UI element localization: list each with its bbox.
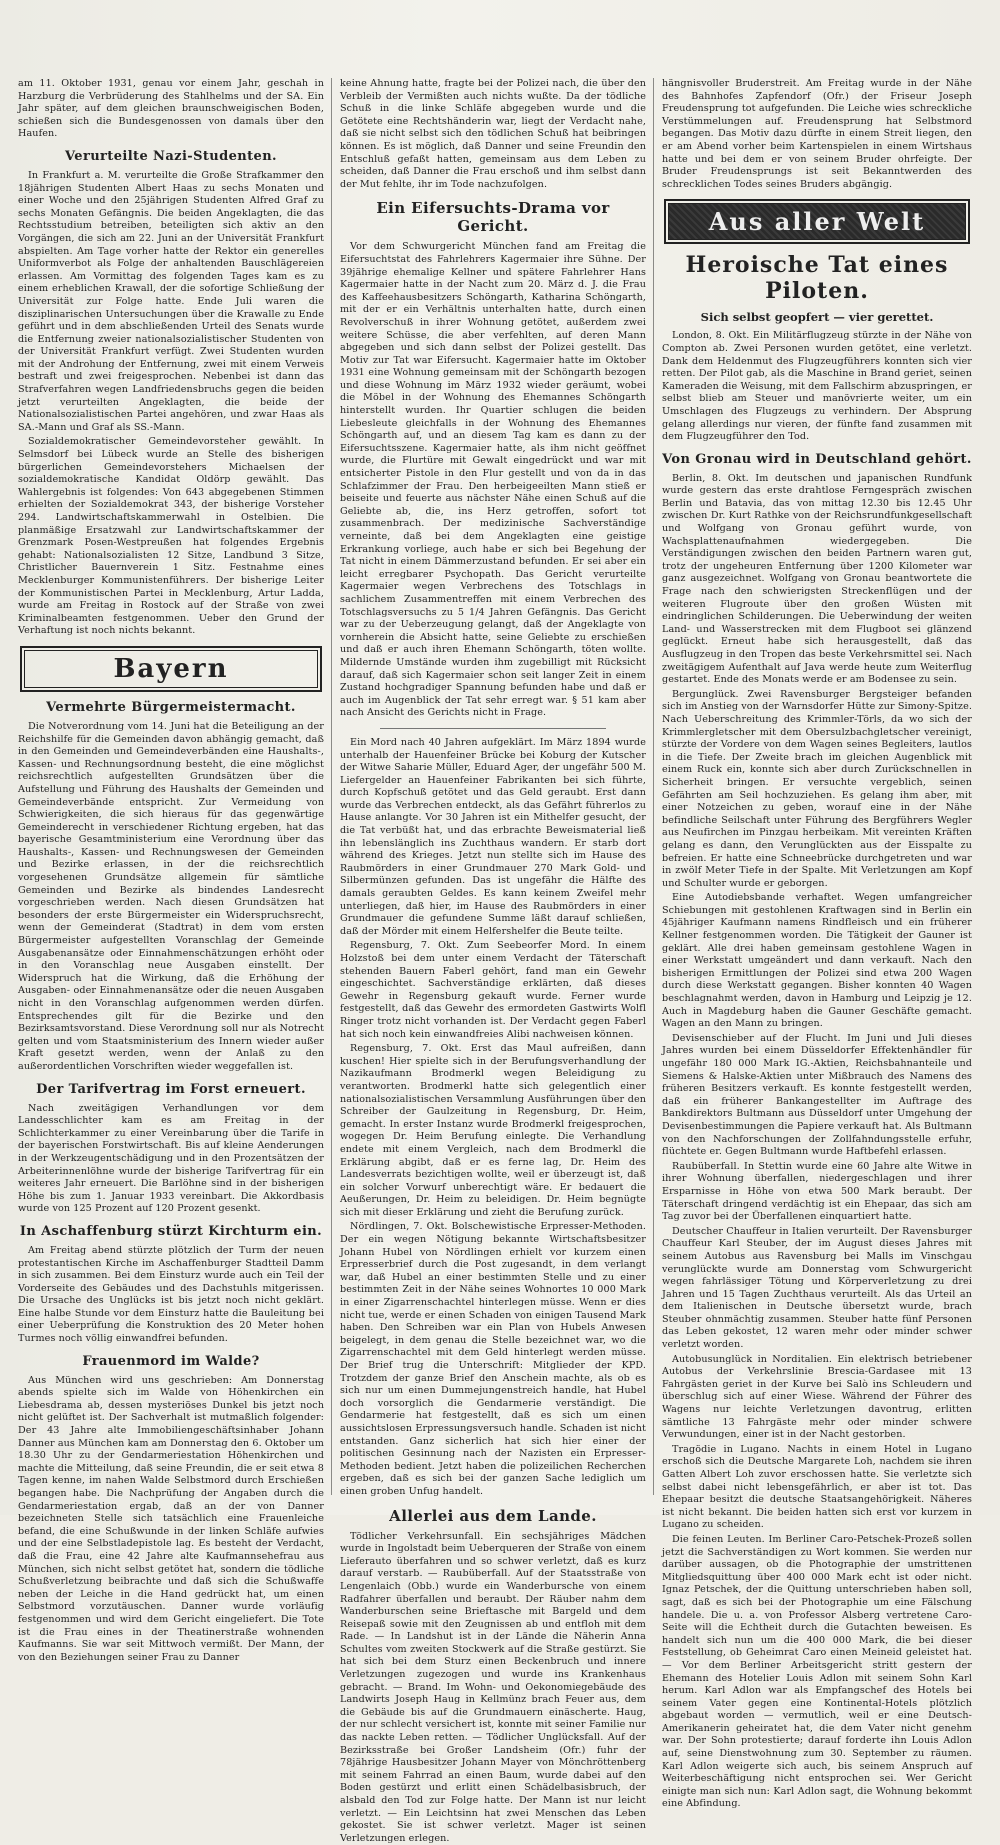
section-box-bayern: Bayern [20,646,322,692]
headline-allerlei: Allerlei aus dem Lande. [389,1506,597,1525]
article-buergermeistermacht: Die Notverordnung vom 14. Juni hat die Beteiligung an der Reichshilfe für die Gemeinden davon abhängig gemacht, daß in den Gemeinden und Gemeindeverbänden eine Haushalts-, Kassen- und Rechnungsordnung besteht, die eine möglichst reichsrechtlich aufgestellten Grundsätzen über die Aufstellung und Führung des Haushalts der Gemeinden und Gemeindeverbände entspricht. Zur Vermeidung von Schwierigkeiten, die sich hieraus für das gegenwärtige Gemeinderecht in verschiedener Richtung ergeben, hat das bayerische Gesamtministerium eine Verordnung über das Haushalts-, Kassen- und Rechnungswesen der Gemeinden und Bezirke erlassen, in der die reichsrechtlich vorgesehenen Grundsätze allgemein für sämtliche Gemeinden und Bezirke als bindendes Landesrecht vorgeschrieben werden. Nach diesen Grundsätzen hat besonders der erste Bürgermeister ein Widerspruchsrecht, wenn der Gemeinderat (Stadtrat) in dem vom ersten Bürgermeister aufgestellten Voranschlag der Gemeinde Ausgabenansätze oder Einnahmenschätzungen erhöht oder in den Voranschlag neue Ausgaben einstellt. Der Widerspruch hat die Wirkung, daß die Erhöhung der Ausgaben- oder Einnahmenansätze oder die neuen Ausgaben nicht in den Voranschlag aufgenommen werden dürfen. Entsprechendes gilt für die Bezirke und den Bezirksamtsvorstand. Diese Verordnung soll nur als Notrecht gelten und vom Staatsministerium des Innern wieder außer Kraft gesetzt werden, wenn der Anlaß zu den außerordentlichen Vorschriften wieder weggefallen ist. [18,720,324,1072]
article-gronau: Berlin, 8. Okt. Im deutschen und japanischen Rundfunk wurde gestern das erste drahtlose Ferngespräch zwischen Berlin und Batavia, das von mittag 12.30 bis 12.45 Uhr zwischen Dr. Kurt Rathke von der Reichsrundfunkgesellschaft und Wolfgang von Gronau geführt wurde, von Wachsplattenaufnahmen wiedergegeben. Die Verständigungen zwischen den beiden Partnern waren gut, trotz der ungeheuren Entfernung über 1200 Kilometer war ganz ausgezeichnet. Wolfgang von Gronau beantwortete die Frage nach den schwierigsten Streckenflügen und der weiteren Flugroute über den großen Wüsten mit eindringlichen Schilderungen. Die Ueberwindung der weiten Land- und Wasserstrecken mit dem Flugboot sei glänzend geglückt. Erneut habe sich herausgestellt, daß das Ausflugzeug in den Tropen das beste Verkehrsmittel sei. Nach zweitägigem Aufenthalt auf Java werde heute zum Weiterflug gestartet. Ende des Monats werde er am Bodensee zu sein. [662,472,972,686]
article-feine-leute: Die feinen Leuten. Im Berliner Caro-Petschek-Prozeß sollen jetzt die Sachverständigen zu Wort kommen. Sie werden nur darüber aussagen, ob die Photographie der umstrittenen Mitgliedsquittung über 400 000 Mark echt ist oder nicht. Ignaz Petschek, der die Quittung unterschrieben haben soll, sagt, daß es sich bei der Photographie um eine Fälschung handele. Die u. a. von Professor Alsberg vertretene Caro-Seite will die Echtheit durch die Gutachten beweisen. Es handelt sich nun um die 400 000 Mark, die bei dieser Feststellung, ob Geheimrat Caro einen Meineid geleistet hat. — Vor dem Berliner Arbeitsgericht stritt gestern der Ehemann des Hotelier Louis Adlon mit seinem Sohn Karl herum. Karl Adlon war als Empfangschef des Hotels bei seinem Vater gegen eine Kontinental-Hotels plötzlich abgebaut worden — vermutlich, weil er eine Deutsch-Amerikanerin geheiratet hat, die dem Vater nicht genehm war. Der Sohn protestierte; darauf forderte ihn Louis Adlon auf, seine Dienstwohnung zum 30. September zu räumen. Karl Adlon weigerte sich auch, bis seinem Anspruch auf Weiterbeschäftigung nicht entsprochen sei. Wer Gericht einigte man sich nun: Karl Adlon sagt, die Wohnung bekommt eine Abfindung. [662,1533,972,1810]
article-noerdlingen: Nördlingen, 7. Okt. Bolschewistische Erpresser-Methoden. Der ein wegen Nötigung bekannte Wirtschaftsbesitzer Johann Hubel von Nördlingen erhielt vor kurzem einen Erpresserbrief durch die Post zugesandt, in dem verlangt war, daß Hubel an einer bestimmten Stelle und zu einer bestimmten Zeit in der Nähe seines Wohnortes 10 000 Mark in einer Zigarrenschachtel hinterlegen müsse. Wenn er dies nicht tue, werde er einen Schaden von einigen Tausend Mark haben. Den Schreiben war ein Plan von Hubels Anwesen beigelegt, in dem genau die Stelle bezeichnet war, wo die Zigarrenschachtel mit dem Geld hinterlegt werden müsse. Der Brief trug die Unterschrift: Mitglieder der KPD. Trotzdem der ganze Brief den Anschein machte, als ob es sich nur um einen Dummejungenstreich handle, hat Hubel doch vorsorglich die Gendarmerie verständigt. Die Gendarmerie hat festgestellt, daß es sich um einen aussichtslosen Erpressungsversuch handle. Schaden ist nicht entstanden. Ganz sicherlich hat sich hier einer der politischen Gesinnung nach der Nazisten ein Erpresser-Methoden bedient. Jetzt haben die polizeilichen Recherchen ergeben, daß es sich bei der ganzen Sache lediglich um einen groben Unfug handelt. [340,1221,646,1497]
article-chauffeur: Deutscher Chauffeur in Italien verurteilt. Der Ravensburger Chauffeur Karl Steuber, der im August dieses Jahres mit seinem Autobus aus Ravensburg bei Malls im Vinschgau verunglückte wurde am Donnerstag vom Schwurgericht wegen fahrlässiger Tötung und Körperverletzung zu drei Jahren und 15 Tagen Zuchthaus verurteilt. Als das Urteil an dem Italienischen in Deutsche übersetzt wurde, brach Steuber ohnmächtig zusammen. Steuber hatte fünf Personen das Leben gekostet, 12 waren mehr oder minder schwer verletzt worden. [662,1225,972,1351]
subheadline-heroische-tat: Sich selbst geopfert — vier gerettet. [700,310,934,325]
article-heroische-tat: London, 8. Okt. Ein Militärflugzeug stürzte in der Nähe von Compton ab. Zwei Personen wurden getötet, eine verletzt. Dank dem Heldenmut des Flugzeugführers konnten sich vier retten. Der Pilot gab, als die Maschine in Brand geriet, seinen Kameraden die Weisung, mit dem Fallschirm abzuspringen, er selbst blieb am Steuer und manövrierte weiter, um ein Umschlagen des Flugzeugs zu verhindern. Der Absprung gelang allerdings nur vieren, der fünfte fand zusammen mit dem Flugzeugführer den Tod. [662,330,972,443]
headline-eifersuchtsdrama: Ein Eifersuchts-Drama vor Gericht. [376,199,610,236]
column-rule [653,78,654,1495]
divider [380,728,606,729]
headline-gronau: Von Gronau wird in Deutschland gehört. [662,451,972,467]
article-continuation: am 11. Oktober 1931, genau vor einem Jahr, geschah in Harzburg die Verbrüderung des Stahlhelms und der SA. Ein Jahr später, auf dem gleichen braunschweigischen Boden, schießen sich die Bundesgenossen von damals über den Haufen. [18,78,324,140]
article-lugano: Tragödie in Lugano. Nachts in einem Hotel in Lugano erschoß sich die Deutsche Margarete Loh, nachdem sie ihren Gatten Albert Loh zuvor erschossen hatte. Sie verletzte sich selbst dabei nicht lebensgefährlich, er aber ist tot. Das Ehepaar besitzt die deutsche Staatsangehörigkeit. Näheres ist nicht bekannt. Die beiden hatten sich erst vor kurzem in Lugano zu scheiden. [662,1443,972,1531]
article-devisenschieber: Devisenschieber auf der Flucht. Im Juni und Juli dieses Jahres wurden bei einem Düsseldorfer Effektenhändler für ungefähr 180 000 Mark IG.-Aktien, Reichsbahnanteile und Siemens & Halske-Aktien unter Mißbrauch des Namens des früheren Besitzers verkauft. Es konnte festgestellt werden, daß ein früherer Bankangestellter im Auftrage des Bankdirektors Bultmann aus Düsseldorf unter Umgehung der Devisenbestimmungen die Papiere verkauft hat. Als Bultmann von den Nachforschungen der Zollfahndungsstelle erfuhr, flüchtete er. Gegen Bultmann wurde Haftbefehl erlassen. [662,1032,972,1158]
article-continuation: keine Ahnung hatte, fragte bei der Polizei nach, die über den Verbleib der Vermißten auch nichts wußte. Da der tödliche Schuß in die linke Schläfe abgegeben wurde und die Getötete eine Rechtshänderin war, liegt der Verdacht nahe, daß sie nicht selbst sich den tödlichen Schuß hat beibringen können. Es ist möglich, daß Danner und seine Freundin den Entschluß gefaßt hatten, gemeinsam aus dem Leben zu scheiden, daß Danner die Frau erschoß und ihm selbst dann der Mut fehlte, ihr im Tode nachzufolgen. [340,78,646,190]
column-left [18,78,324,1663]
article-raubueberfall: Raubüberfall. In Stettin wurde eine 60 Jahre alte Witwe in ihrer Wohnung überfallen, niedergeschlagen und ihrer Ersparnisse in Höhe von etwa 500 Mark beraubt. Der Täterschaft dringend verdächtig ist ein Ehepaar, das sich am Tag zuvor bei der Überfallenen einquartiert hatte. [662,1160,972,1223]
article-nazi-studenten: In Frankfurt a. M. verurteilte die Große Strafkammer den 18jährigen Studenten Albert Haas zu sechs Monaten und einer Woche und den 25jährigen Studenten Alfred Graf zu sechs Monaten Gefängnis. Die beiden Angeklagten, die das Rechtsstudium betreiben, beteiligten sich aktiv an den Vorgängen, die sich am 22. Juni an der Universität Frankfurt abspielten. Am Tage vorher hatte der Rektor ein generelles Uniformverbot als Folge der anhaltenden Bauschlägereien erlassen. Am Vormittag des folgenden Tages kam es zu einem erheblichen Krawall, der die sofortige Schließung der Universität zur Folge hatte. Ende Juli waren die disziplinarischen Untersuchungen über die Krawalle zu Ende geführt und in dem abschließenden Urteil des Senats wurde die Entfernung zweier nationalsozialistischer Studenten von der Universität Frankfurt verfügt. Zwei Studenten wurden mit der Androhung der Entfernung, zwei mit einem Verweis bestraft und zwei freigesprochen. Nebenbei ist dann das Strafverfahren wegen Landfriedensbruchs gegen die beiden jetzt verurteilten Angeklagten, die beide der Nationalsozialistischen Partei angehören, und zwar Haas als SA.-Mann und Graf als SS.-Mann. [18,169,324,433]
headline-frauenmord: Frauenmord im Walde? [82,1353,260,1369]
article-eifersuchtsdrama: Vor dem Schwurgericht München fand am Freitag die Eifersuchtstat des Fahrlehrers Kagermaier ihre Sühne. Der 39jährige ehemalige Kellner und spätere Fahrlehrer Hans Kagermaier hatte in der Nacht zum 20. März d. J. die Frau des Kaffeehausbesitzers Schöngarth, Katharina Schöngarth, mit der er ein Verhältnis unterhalten hatte, durch einen Revolverschuß in ihrer Wohnung getötet, außerdem zwei weitere Schüsse, die aber verfehlten, auf deren Mann abgegeben und sich dann selbst der Polizei gestellt. Das Motiv zur Tat war Eifersucht. Kagermaier hatte im Oktober 1931 eine Wohnung gemeinsam mit der Schöngarth bezogen und diese Wohnung im März 1932 wieder geräumt, wobei die Möbel in der Wohnung des Ehemannes Schöngarth hinterstellt wurden. Ihr Quartier schlugen die beiden Liebesleute gleichfalls in der Wohnung des Ehemannes Schöngarth auf, und an diesem Tag kam es dann zu der Eifersuchtsszene. Kagermaier hatte, als ihm nicht geöffnet wurde, die Flurtüre mit Gewalt eingedrückt und war mit entsicherter Pistole in den Flur gestellt und von da in das Schlafzimmer der Frau. Den herbeigeeilten Mann stieß er beiseite und feuerte aus nächster Nähe einen Schuß auf die Geliebte ab, die, ins Herz getroffen, sofort tot zusammenbrach. Der medizinische Sachverständige verneinte, daß bei dem Angeklagten eine geistige Erkrankung vorliege, auch habe er sich bei Begehung der Tat nicht in einem Dämmerzustand befunden. Er sei aber ein leicht erregbarer Psychopath. Das Gericht verurteilte Kagermaier wegen Verbrechens des Totschlags in sachlichem Zusammentreffen mit einem Verbrechen des Totschlagsversuchs zu 5 1/4 Jahren Gefängnis. Das Gericht war zu der Ueberzeugung gelangt, daß der Angeklagte von vornherein die Absicht hatte, seine Geliebte zu erschießen und daß er auch ihren Ehemann Schöngarth, töten wollte. Mildernde Umstände wurden ihm zugebilligt mit Rücksicht darauf, daß sich Kagermaier schon seit langer Zeit in einem Zustand hochgradiger Spannung befunden habe und daß er auch im Augenblick der Tat sehr erregt war. § 51 kam aber nach Ansicht des Gerichts nicht in Frage. [340,241,646,719]
article-autodiebsbande: Eine Autodiebsbande verhaftet. Wegen umfangreicher Schiebungen mit gestohlenen Kraftwagen sind in Berlin ein 45jähriger Kaufmann namens Rindfleisch und ein früherer Kellner festgenommen worden. Die Tätigkeit der Gauner ist geklärt. Alle drei haben gemeinsam gestohlene Wagen in einer Werkstatt umgeändert und dann verkauft. Nach den bisherigen Ermittlungen der Polizei sind etwa 200 Wagen durch diese Werkstatt gegangen. Bisher konnten 40 Wagen beschlagnahmt werden, davon in Hamburg und Leipzig je 12. Auch in Magdeburg haben die Gauner Geschäfte gemacht. Wagen an den Mann zu bringen. [662,892,972,1030]
article-frauenmord: Aus München wird uns geschrieben: Am Donnerstag abends spielte sich im Walde von Höhenkirchen ein Liebesdrama ab, dessen mysteriöses Dunkel bis jetzt noch nicht gelüftet ist. Der Sachverhalt ist mutmaßlich folgender: Der 43 Jahre alte Immobiliengeschäftsinhaber Johann Danner aus München kam am Donnerstag den 6. Oktober um 18.30 Uhr zu der Gendarmeriestation Höhenkirchen und machte die Mitteilung, daß seine Freundin, die er seit etwa 8 Tagen kenne, im nahen Walde Selbstmord durch Erschießen begangen habe. Die Nachprüfung der Angaben durch die Gendarmeriestation ergab, daß an der von Danner bezeichneten Stelle sich tatsächlich eine Frauenleiche befand, die eine Schußwunde in der linken Schläfe aufwies und der eine Selbstladepistole lag. Es besteht der Verdacht, daß die Frau, eine 42 Jahre alte Kaufmannsehefrau aus München, sich nicht selbst getötet hat, sondern die tödliche Schußverletzung beibrachte und daß sich die Schußwaffe neben der Leiche in die Hand gedrückt hat, um einen Selbstmord vorzutäuschen. Danner wurde vorläufig festgenommen und wird dem Gericht eingeliefert. Die Tote ist die Frau eines in der Theatinerstraße wohnenden Kaufmanns. Sie war seit Mittwoch vermißt. Der Mann, der von den Beziehungen seiner Frau zu Danner [18,1374,324,1663]
headline-tarifvertrag: Der Tarifvertrag im Forst erneuert. [36,1081,306,1097]
headline-kirchturm: In Aschaffenburg stürzt Kirchturm ein. [19,1223,323,1239]
column-rule [331,78,332,1495]
headline-buergermeistermacht: Vermehrte Bürgermeistermacht. [46,699,296,715]
column-right [662,78,972,1810]
article-regensburg-maul: Regensburg, 7. Okt. Erst das Maul aufreißen, dann kuschen! Hier spielte sich in der Berufungsverhandlung der Nazikaufmann Brodmerkl wegen Beleidigung zu verantworten. Brodmerkl hatte sich gelegentlich einer nationalsozialistischen Versammlung Ausführungen über den Schreiber der Gaulzeitung in Regensburg, Dr. Heim, gemacht. In erster Instanz wurde Brodmerkl freigesprochen, wogegen Dr. Heim Berufung einlegte. Die Verhandlung endete mit einem Vergleich, nach dem Brodmerkl die Erklärung abgibt, daß er es ferne lag, Dr. Heim des Landesverrats bezichtigen wollte, weil er überzeugt ist, daß ein solcher Vorwurf unberechtigt wäre. Er bedauert die Aeußerungen, Dr. Heim zu beleidigen. Dr. Heim begnügte sich mit dieser Erklärung und zieht die Berufung zurück. [340,1043,646,1218]
headline-nazi-studenten: Verurteilte Nazi-Studenten. [64,148,277,164]
article-autobusunglueck: Autobusunglück in Norditalien. Ein elektrisch betriebener Autobus der Verkehrslinie Brescia-Gardasee mit 13 Fahrgästen geriet in der Kurve bei Salò ins Schleudern und überschlug sich auf einer Wiese. Während der Führer des Wagens nur leichte Verletzungen davontrug, erlitten sämtliche 13 Fahrgäste mehr oder minder schwere Verwundungen, einer ist in der Nacht gestorben. [662,1353,972,1441]
column-middle [340,78,646,1844]
short-notes: Sozialdemokratischer Gemeindevorsteher gewählt. In Selmsdorf bei Lübeck wurde an Stelle des bisherigen bürgerlichen Gemeindevorstehers Michaelsen der sozialdemokratische Kandidat Oldörp gewählt. Das Wahlergebnis ist folgendes: Von 643 abgegebenen Stimmen erhielten der Sozialdemokrat 343, der bisherige Vorsteher 294. Landwirtschaftskammerwahl in Ostelbien. Die planmäßige Ersatzwahl zur Landwirtschaftskammer der Grenzmark Posen-Westpreußen hat folgendes Ergebnis gehabt: Nationalsozialisten 12 Sitze, Landbund 3 Sitze, Christlicher Bauernverein 1 Sitz. Festnahme eines Mecklenburger Kommunistenführers. Der bisherige Leiter der Kommunistischen Partei in Mecklenburg, Artur Ladda, wurde am Freitag in Rostock auf der Straße von zwei Kriminalbeamten festgenommen. Ueber den Grund der Verhaftung ist noch nichts bekannt. [18,436,324,637]
headline-heroische-tat: Heroische Tat eines Piloten. [685,252,949,305]
article-kirchturm: Am Freitag abend stürzte plötzlich der Turm der neuen protestantischen Kirche im Aschaffenburger Stadtteil Damm in sich zusammen. Bei dem Einsturz wurde auch ein Teil der Vorderseite des Gebäudes und des Dachstuhls mitgerissen. Die Ursache des Unglücks ist bis jetzt noch nicht geklärt. Eine halbe Stunde vor dem Einsturz hatte die Bauleitung bei einer Ueberprüfung die Konstruktion des 20 Meter hohen Turmes noch völlig einwandfrei befunden. [18,1244,324,1345]
article-regensburg-mord: Regensburg, 7. Okt. Zum Seebeorfer Mord. In einem Holzstoß bei dem unter einem Verdacht der Täterschaft stehenden Bauern Faberl gehört, fand man ein Gewehr eingeschichtet. Sachverständige erklärten, daß dieses Gewehr in Regensburg gekauft wurde. Ferner wurde festgestellt, daß das Gewehr des ermordeten Gastwirts Wolfl Ringer trotz nicht vorhanden ist. Der Verdacht gegen Faberl hat sich noch kein einwandfreies Alibi nachweisen können. [340,940,646,1040]
article-mord-40-jahre: Ein Mord nach 40 Jahren aufgeklärt. Im März 1894 wurde unterhalb der Hauenfeiner Brücke bei Koburg der Kutscher der Witwe Saharie Müller, Eduard Ager, der ungefähr 500 M. Liefergelder an Hauenfeiner Fabrikanten bei sich führte, durch Kopfschuß getötet und das Geld geraubt. Erst dann wurde das Verbrechen entdeckt, als das Gefährt führerlos zu Hause anlangte. Vor 30 Jahren ist ein Mithelfer gesucht, der die Tat verbüßt hat, und das erbrachte Beweismaterial ließ ihn lebenslänglich ins Zuchthaus wandern. Er starb dort während des Krieges. Jetzt nun stellte sich im Hause des Raubmörders in einer Grundmauer 270 Mark Gold- und Silbermünzen gefunden. Das ist ungefähr die Hälfte des damals geraubten Geldes. Es kann keinem Zweifel mehr unterliegen, daß hier, im Hause des Raubmörders in einer Grundmauer die gefundene Summe läßt darauf schließen, daß der Mörder mit einem Helfershelfer die Beute teilte. [340,736,646,937]
section-box-aus-aller-welt: Aus aller Welt [664,199,970,244]
article-bergunglueck: Bergunglück. Zwei Ravensburger Bergsteiger befanden sich im Anstieg von der Warnsdorfer Hütte zur Simony-Spitze. Nach Ueberschreitung des Krimmler-Törls, da wo sich der Krimmlergletscher mit dem Obersulzbachgletscher vereinigt, stürzte der Vordere von dem Wagen seines Begleiters, lautlos in die Tiefe. Der Zweite brach im gleichen Augenblick mit einem Ruck ein, konnte sich aber durch Zurückschnellen in Sicherheit bringen. Er versuchte vergeblich, seinen Gefährten am Seil hochzuziehen. Es gelang ihm aber, mit einer Notzeichen zu geben, worauf eine in der Nähe befindliche Seilschaft unter Führung des Bergführers Wegler aus Neufirchen im Pinzgau herbeikam. Mit vereinten Kräften gelang es dann, den Verunglückten aus der Eisspalte zu befreien. Er hatte eine Schneebrücke durchgetreten und war in zwölf Meter Tiefe in der Spalte. Mit Verletzungen am Kopf und Schulter wurde er geborgen. [662,688,972,889]
article-tarifvertrag: Nach zweitägigen Verhandlungen vor dem Landesschlichter kam es am Freitag in der Schlichterkammer zu einer Vereinbarung über die Tarife in der bayerischen Forstwirtschaft. Bis auf kleine Aenderungen in der Werkzeugentschädigung und in den Prozentsätzen der Arbeiterinnenlöhne wurde der bisherige Tarifvertrag für ein weiteres Jahr erneuert. Die Barlöhne sind in der bisherigen Höhe bis zum 1. Januar 1933 vereinbart. Die Akkordbasis wurde von 125 Prozent auf 120 Prozent gesenkt. [18,1102,324,1215]
article-allerlei: Tödlicher Verkehrsunfall. Ein sechsjähriges Mädchen wurde in Ingolstadt beim Ueberqueren der Straße von einem Lieferauto überfahren und so schwer verletzt, daß es kurz darauf verstarb. — Raubüberfall. Auf der Staatsstraße von Lengenlaich (Obb.) wurde ein Wanderbursche von einem Radfahrer überfallen und beraubt. Der Räuber nahm dem Wanderburschen seine Brieftasche mit Bargeld und dem Reisepaß sowie mit den Zeugnissen ab und entfloh mit dem Rade. — In Landshut ist in der Lände die Näherin Anna Schultes vom zweiten Stockwerk auf die Straße gestürzt. Sie hat sich bei dem Sturz einen Beckenbruch und innere Verletzungen zugezogen und wurde ins Krankenhaus gebracht. — Brand. Im Wohn- und Oekonomiegebäude des Landwirts Joseph Haug in Kellmünz brach Feuer aus, dem die Gebäude bis auf die Grundmauern einäscherte. Haug, der nur schlecht versichert ist, konnte mit seiner Familie nur das nackte Leben retten. — Tödlicher Unglücksfall. Auf der Bezirksstraße bei Großer Landsheim (Ofr.) fuhr der 78jährige Hausbesitzer Johann Mayer von Mönchröttenberg mit seinem Fahrrad an einen Baum, wurde dabei auf den Boden gestürzt und erlitt einen Schädelbasisbruch, der alsbald den Tod zur Folge hatte. Der Mann ist nur leicht verletzt. — Ein Leichtsinn hat zwei Menschen das Leben gekostet. Sie ist schwer verletzt. Mager ist seinen Verletzungen erlegen. [340,1530,646,1844]
article-continuation: hängnisvoller Bruderstreit. Am Freitag wurde in der Nähe des Bahnhofes Zapfendorf (Ofr.) der Friseur Joseph Freudensprung tot aufgefunden. Die Leiche wies schreckliche Verstümmelungen auf. Freudensprung hat Selbstmord begangen. Das Motiv dazu dürfte in einem Streit liegen, den er am Abend vorher beim Kartenspielen in einem Wirtshaus hatte und bei dem er von seinem Bruder ohrfeigte. Der Bruder Freudensprungs ist seit Bekanntwerden des schrecklichen Todes seines Bruders abgängig. [662,78,972,190]
